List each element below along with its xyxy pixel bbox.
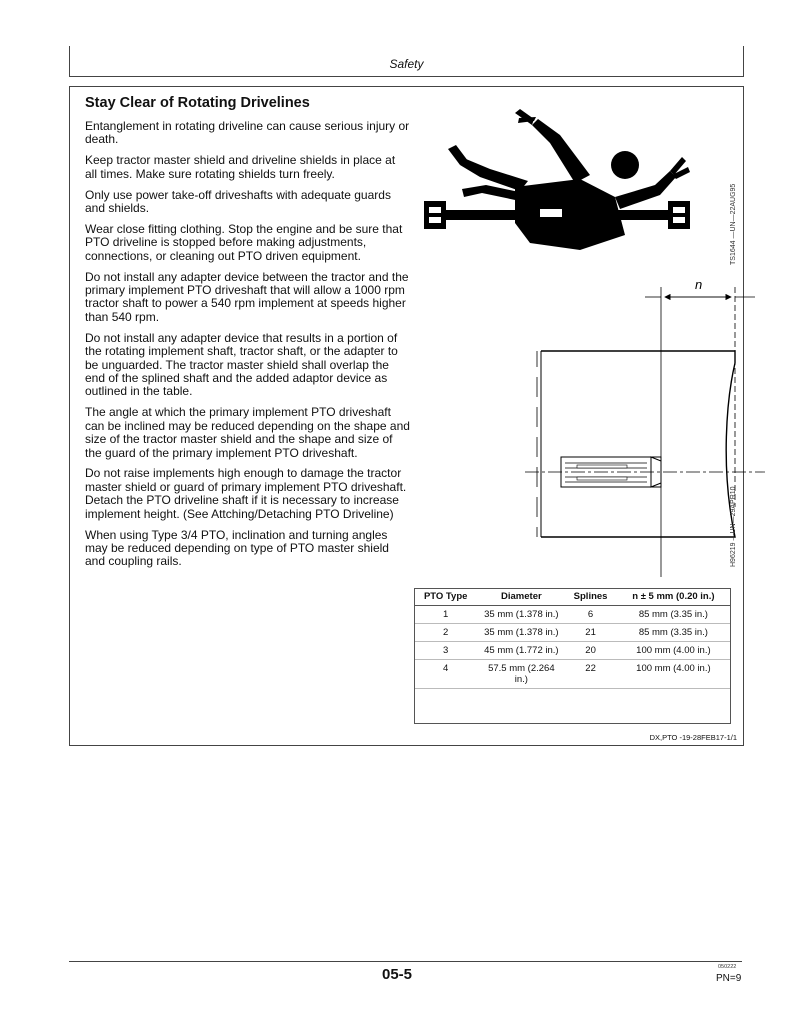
table-cell: 6	[565, 606, 615, 624]
table-cell: 100 mm (4.00 in.)	[616, 660, 731, 689]
table-cell: 85 mm (3.35 in.)	[616, 606, 731, 624]
pn-label: PN=9	[716, 973, 742, 984]
table-cell: 4	[414, 660, 477, 689]
paragraph: Do not raise implements high enough to damage the tractor master shield or guard of primary implement PTO driveshaft. Detach the PTO driveline shaft if it is necessary to increase implement height. (See Attching/Detaching PTO Driveline)	[85, 466, 407, 521]
table-cell: 35 mm (1.378 in.)	[477, 624, 565, 642]
table-row	[414, 606, 731, 624]
document-code: DX,PTO -19-28FEB17-1/1	[649, 733, 737, 742]
table-cell: 57.5 mm (2.264 in.)	[477, 660, 565, 689]
table-cell: 22	[565, 660, 615, 689]
table-cell: 21	[565, 624, 615, 642]
column-header: PTO Type	[414, 588, 477, 606]
table-cell: 35 mm (1.378 in.)	[477, 606, 565, 624]
header-title: Safety	[389, 57, 424, 71]
paragraph: Do not install any adapter device that results in a portion of the rotating implement shaft, tractor shaft, or the adapter to be unguarded. The tractor master shield shall overlap the end of the splined shaft and the added adaptor device as outlined in the table.	[85, 330, 398, 399]
paragraph: Wear close fitting clothing. Stop the engine and be sure that PTO driveline is stopped before making adjustments, connections, or cleaning out PTO driven equipment.	[85, 221, 403, 263]
table-cell: 2	[414, 624, 477, 642]
paragraph: Only use power take-off driveshafts with adequate guards and shields.	[85, 187, 391, 216]
pto-spec-table	[414, 588, 731, 689]
table-cell: 3	[414, 642, 477, 660]
table-cell: 85 mm (3.35 in.)	[616, 624, 731, 642]
page-number: 05-5	[381, 966, 413, 983]
figure1-code: TS1644 —UN—22AUG95	[730, 183, 737, 265]
paragraph: Do not install any adapter device between the tractor and the primary implement PTO driveshaft that will allow a 1000 rpm tractor shaft to power a 540 rpm implement at speeds higher than 540 rpm.	[85, 269, 409, 324]
column-header: Splines	[565, 588, 615, 606]
paragraph: The angle at which the primary implement PTO driveshaft can be inclined may be reduced depending on the shape and size of the tractor master shield and the shape and size of the guard of the primary implement PTO driveshaft.	[85, 405, 410, 460]
figure2-code: H96219 —UN—29APR10	[730, 486, 737, 567]
shield-overlap-diagram	[465, 267, 775, 577]
entanglement-warning-illustration	[420, 105, 700, 265]
footer-divider	[69, 961, 742, 962]
column-header: Diameter	[477, 588, 565, 606]
paragraph: Entanglement in rotating driveline can cause serious injury or death.	[85, 119, 410, 147]
table-row	[414, 624, 731, 642]
table-header-row	[414, 588, 731, 606]
table-cell: 1	[414, 606, 477, 624]
column-header: n ± 5 mm (0.20 in.)	[616, 588, 731, 606]
page-header	[69, 46, 744, 77]
paragraph: Keep tractor master shield and driveline shields in place at all times. Make sure rotating shields turn freely.	[85, 153, 396, 181]
table-cell: 100 mm (4.00 in.)	[616, 642, 731, 660]
paragraph: When using Type 3/4 PTO, inclination and turning angles may be reduced depending on type of PTO master shield and coupling rails.	[85, 527, 389, 569]
table-row	[414, 642, 731, 660]
dimension-n-label: n	[695, 277, 703, 292]
paragraph-list	[85, 120, 410, 576]
section-title: Stay Clear of Rotating Drivelines	[85, 95, 310, 111]
table-cell: 20	[565, 642, 615, 660]
revision-code: 050222	[718, 964, 737, 970]
table-cell: 45 mm (1.772 in.)	[477, 642, 565, 660]
safety-section	[69, 86, 744, 746]
table-row	[414, 660, 731, 689]
